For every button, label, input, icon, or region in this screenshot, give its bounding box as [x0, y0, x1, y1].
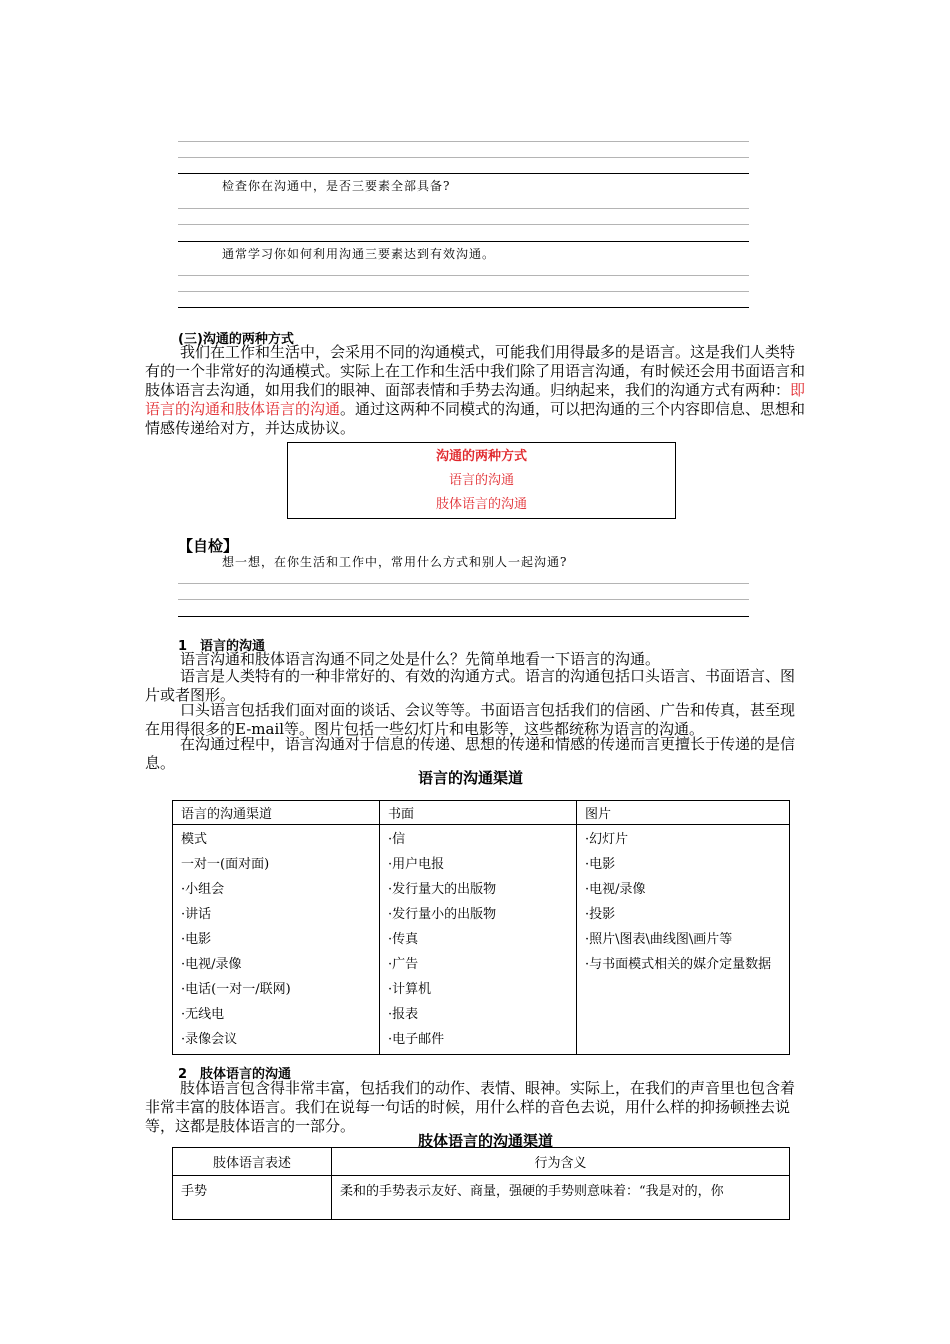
list-item: ·电话(一对一/联网): [181, 982, 291, 997]
self-check-label: 【自检】: [178, 537, 239, 555]
paragraph: 口头语言包括我们面对面的谈话、会议等等。书面语言包括我们的信函、广告和传真，甚至现在用得很多的E-mail等。图片包括一些幻灯片和电影等，这些都统称为语言的沟通。: [145, 701, 796, 738]
summary-box: [287, 442, 676, 519]
table-header: 图片: [577, 801, 790, 825]
list-item: ·用户电报: [388, 857, 445, 872]
writing-line: [178, 583, 749, 584]
list-item: ·投影: [585, 907, 616, 922]
paragraph: 肢体语言包含得非常丰富，包括我们的动作、表情、眼神。实际上，在我们的声音里也包含着非常丰富的肢体语言。我们在说每一句话的时候，用什么样的音色去说，用什么样的抑扬顿挫去说等，这都是肢体语言的一部分。: [145, 1079, 796, 1135]
summary-box-title: 沟通的两种方式: [435, 449, 527, 464]
writing-line: [178, 291, 749, 292]
prompt-check-elements: 检查你在沟通中，是否三要素全部具备?: [222, 179, 451, 193]
writing-line: [178, 208, 749, 209]
writing-line: [178, 307, 749, 308]
table-title: 语言的沟通渠道: [418, 769, 524, 787]
list-item: ·电影: [585, 857, 616, 872]
paragraph: 在沟通过程中，语言沟通对于信息的传递、思想的传递和情感的传递而言更擅长于传递的是信息。: [145, 735, 796, 772]
list-item: ·发行量小的出版物: [388, 907, 497, 922]
writing-line: [178, 241, 749, 242]
writing-line: [178, 173, 749, 174]
table-cell: 柔和的手势表示友好、商量，强硬的手势则意味着：“我是对的，你: [332, 1176, 790, 1220]
list-item: ·照片\图表\曲线图\画片等: [585, 932, 733, 947]
subsection-heading: 1 语言的沟通: [178, 639, 266, 654]
table-header: 语言的沟通渠道: [173, 801, 380, 825]
paragraph-text: 。通过这两种不同模式的沟通，可以把沟通的三个内容即信息、思想和情感传递给对方，并达成协议。: [145, 400, 806, 437]
table-cell: [380, 825, 577, 1055]
paragraph: 语言沟通和肢体语言沟通不同之处是什么？先简单地看一下语言的沟通。: [180, 650, 661, 668]
list-item: ·录像会议: [181, 1032, 238, 1047]
section-heading: (三)沟通的两种方式: [178, 332, 294, 347]
subsection-heading: 2 肢体语言的沟通: [178, 1067, 292, 1082]
list-item: ·计算机: [388, 982, 432, 997]
list-item: ·幻灯片: [585, 832, 629, 847]
list-item: 模式: [181, 832, 208, 847]
list-item: ·电视/录像: [181, 957, 242, 972]
writing-line: [178, 141, 749, 142]
list-item: ·信: [388, 832, 406, 847]
body-language-table: [172, 1147, 790, 1220]
list-item: ·报表: [388, 1007, 419, 1022]
prompt-learn-elements: 通常学习你如何利用沟通三要素达到有效沟通。: [222, 247, 496, 261]
writing-line: [178, 275, 749, 276]
list-item: 一对一(面对面): [181, 857, 270, 872]
table-cell: [577, 825, 790, 1055]
list-item: ·电子邮件: [388, 1032, 445, 1047]
summary-box-item: 肢体语言的沟通: [435, 497, 527, 512]
list-item: ·讲话: [181, 907, 212, 922]
list-item: ·传真: [388, 932, 419, 947]
self-check-question: 想一想，在你生活和工作中，常用什么方式和别人一起沟通?: [222, 555, 568, 569]
list-item: ·发行量大的出版物: [388, 882, 497, 897]
summary-box-item: 语言的沟通: [448, 473, 514, 488]
table-header: 行为含义: [332, 1148, 790, 1176]
table-header: 肢体语言表述: [173, 1148, 332, 1176]
list-item: ·小组会: [181, 882, 225, 897]
table-cell: [173, 825, 380, 1055]
writing-line: [178, 224, 749, 225]
list-item: ·广告: [388, 957, 419, 972]
paragraph-text: 我们在工作和生活中，会采用不同的沟通模式，可能我们用得最多的是语言。这是我们人类特有的一个非常好的沟通模式。实际上在工作和生活中我们除了用语言沟通，有时候还会用书面语言和肢体语言去沟通，如用我们的眼神、面部表情和手势去沟通。归纳起来，我们的沟通方式有两种：: [145, 343, 806, 399]
highlighted-text: 即语言的沟通和肢体语言的沟通: [145, 381, 806, 418]
table-title: 肢体语言的沟通渠道: [418, 1132, 554, 1150]
writing-line: [178, 599, 749, 600]
language-channel-table: [172, 800, 790, 1055]
table-header: 书面: [380, 801, 577, 825]
list-item: ·电影: [181, 932, 212, 947]
list-item: ·无线电: [181, 1007, 225, 1022]
section-paragraph: [145, 343, 807, 438]
writing-line: [178, 157, 749, 158]
list-item: ·电视/录像: [585, 882, 646, 897]
writing-line: [178, 616, 749, 617]
list-item: ·与书面模式相关的媒介定量数据: [585, 957, 772, 972]
paragraph: 语言是人类特有的一种非常好的、有效的沟通方式。语言的沟通包括口头语言、书面语言、图片或者图形。: [145, 667, 796, 704]
table-cell: 手势: [173, 1176, 332, 1220]
